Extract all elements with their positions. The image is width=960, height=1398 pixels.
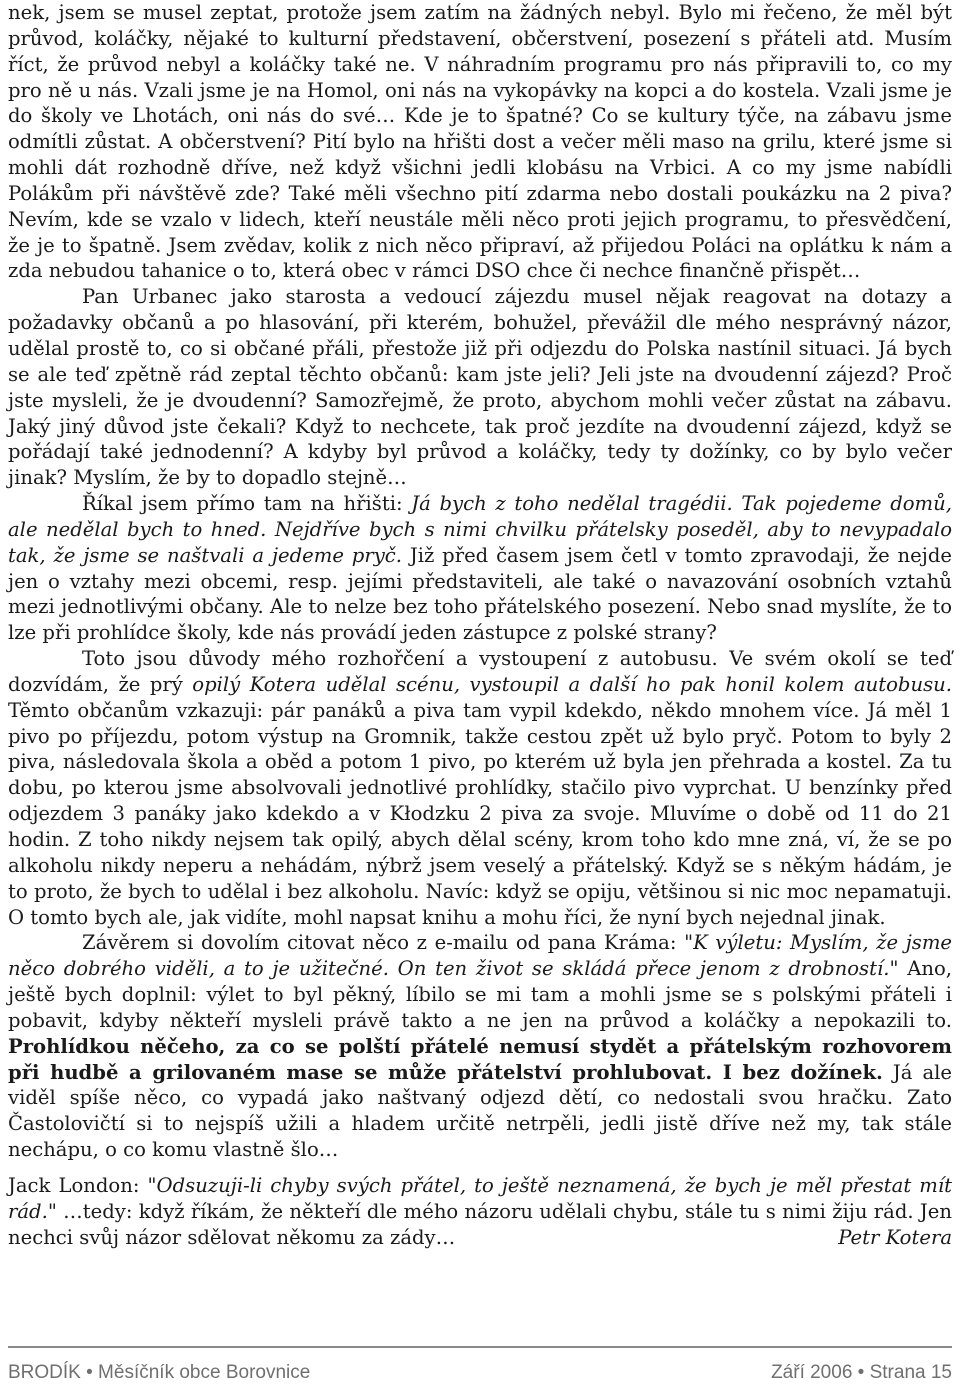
paragraph-5 <box>8 930 952 1163</box>
paragraph-6-text-b: …tedy: když říkám, že někteří dle mého názoru udělali chybu, stále tu s nimi žiju rád. Jen nechci svůj názor sdělovat někomu za zády… <box>8 1199 952 1249</box>
paragraph-5-text-c: Já ale viděl spíše něco, co vypadá jako naštvaný odjezd dětí, co nedostali svou hračku. Zato Častolovičtí si to nejspíš užili a hladem určitě netrpěli, jedli jistě dříve než my, tak stále nechápu, o co komu vlastně šlo… <box>8 1060 952 1162</box>
paragraph-2 <box>8 284 952 491</box>
paragraph-4 <box>8 646 952 930</box>
paragraph-5-text-a: Závěrem si dovolím citovat něco z e-mailu od pana Kráma: <box>82 931 685 955</box>
paragraph-6-text-a: Jack London: <box>8 1173 148 1197</box>
paragraph-4-text-b: Těmto občanům vzkazuji: pár panáků a piva tam vypil kdekdo, někdo mnohem více. Já měl 1 pivo po příjezdu, potom výstup na Gromnik, takže cestou zpět už bylo pryč. Potom to byly 2 piva, následovala škola a oběd a potom 1 pivo, po kterém už byla jen přehrada a kostel. Za tu dobu, po kterou jsme absolvovali jednotlivé prohlídky, stačilo pivo vyprchat. U benzínky před odjezdem 3 panáky jako kdekdo a v Kłodzku 2 piva za svoje. Mluvíme o době od 11 do 21 hodin. Z toho nikdy nejsem tak opilý, abych dělal scény, krom toho kdo mne zná, ví, že se po alkoholu nikdy neperu a nehádám, nýbrž jsem veselý a přátelský. Když se s někým hádám, je to proto, že bych to udělal i bez alkoholu. Navíc: když se opiju, většinou si nic moc nepamatuji. O tomto bych ale, jak vidíte, mohl napsat knihu a mohu říci, že nyní bych nejednal jinak. <box>8 698 952 929</box>
paragraph-6-closing-quote <box>8 1173 952 1251</box>
author-signature: Petr Kotera <box>838 1225 952 1249</box>
paragraph-3-text-a: Říkal jsem přímo tam na hřišti: <box>82 492 412 516</box>
paragraph-5-text-b: Ano, ještě bych doplnil: výlet to byl pěkný, líbilo se mi tam a mohli jsme se s polskými přáteli i pobavit, kdyby někteří mysleli právě takto a ne jen na průvod a koláčky a nepokazili to. <box>8 957 952 1032</box>
article-body <box>8 0 952 1251</box>
paragraph-3-text-b: Již před časem jsem četl v tomto zpravodaji, že nejde jen o vztahy mezi obcemi, resp. jejími představiteli, ale také o navazování osobních vztahů mezi jednotlivými občany. Ale to nelze bez toho přátelského posezení. Nebo snad myslíte, že to lze při prohlídce školy, kde nás provádí jeden zástupce z polské strany? <box>8 543 952 645</box>
paragraph-3 <box>8 491 952 646</box>
paragraph-6-italic-quote: "Odsuzuji-li chyby svých přátel, to ještě neznamená, že bych je měl přestat mít rád." <box>8 1173 952 1223</box>
paragraph-5-italic-quote: "K výletu: Myslím, že jsme něco dobrého viděli, a to je užitečné. On ten život se skládá přece jenom z drobností." <box>8 931 952 981</box>
paragraph-3-italic: Já bych z toho nedělal tragédii. Tak pojedeme domů, ale nedělal bych to hned. Nejdříve bych s nimi chvilku přátelsky poseděl, aby to nevypadalo tak, že jsme se naštvali a jedeme pryč. <box>8 492 952 567</box>
paragraph-5-bold-statement: Prohlídkou něčeho, za co se polští přátelé nemusí stydět a přátelským rozhovorem při hudbě a grilovaném mase se může přátelství prohlubovat. I bez dožínek. <box>8 1034 952 1084</box>
footer-publication: BRODÍK • Měsíčník obce Borovnice <box>8 1362 311 1383</box>
paragraph-4-text-a: Toto jsou důvody mého rozhořčení a vystoupení z autobusu. Ve svém okolí se teď dozvídám, že prý <box>8 647 952 696</box>
paragraph-1-text: nek, jsem se musel zeptat, protože jsem zatím na žádných nebyl. Bylo mi řečeno, že měl být průvod, koláčky, nějaké to kulturní představení, občerstvení, posezení s přáteli atd. Musím říct, že průvod nebyl a koláčky také ne. V náhradním programu pro nás připravili to, co my pro ně u nás. Vzali jsme je na Homol, oni nás na vykopávky na kopci a do kostela. Vzali jsme je do školy ve Lhotách, oni nás do své… Kde je to špatné? Co se kultury týče, na zábavu jsme odmítli zůstat. A občerstvení? Pití bylo na hřišti dost a večer měli maso na grilu, které jsme si mohli dát rozhodně dříve, než když všichni jedli klobásu na Vrbici. A co my jsme nabídli Polákům při návštěvě zde? Také měli všechno pití zdarma nebo dostali poukázku na 2 piva? Nevím, kde se vzalo v lidech, kteří neustále měli něco proti jejich programu, to přesvědčení, že je to špatně. Jsem zvědav, kolik z nich něco připraví, až přijedou Poláci na oplátku k nám a zda nebudou tahanice o to, která obec v rámci DSO chce či nechce finančně přispět… <box>8 1 952 283</box>
page-footer <box>8 1346 952 1384</box>
paragraph-2-text: Pan Urbanec jako starosta a vedoucí zájezdu musel nějak reagovat na dotazy a požadavky občanů a po hlasování, při kterém, bohužel, převážil dle mého nesprávný názor, udělal prostě to, co si občané přáli, přestože již při odjezdu do Polska nastínil situaci. Já bych se ale teď zpětně rád zeptal těchto občanů: kam jste jeli? Jeli jste na dvoudenní zájezd? Proč jste mysleli, že je dvoudenní? Samozřejmě, že proto, abychom mohli večer zůstat na zábavu. Jaký jiný důvod jste čekali? Když to nechcete, tak proč jezdíte na dvoudenní zájezd, když se pořádají také jednodenní? A kdyby byl průvod a koláčky, tedy ty dožínky, co by bylo večer jinak? Myslím, že by to dopadlo stejně… <box>8 285 952 490</box>
paragraph-4-italic: opilý Kotera udělal scénu, vystoupil a další ho pak honil kolem autobusu. <box>192 672 952 696</box>
paragraph-1 <box>8 0 952 284</box>
footer-issue-page: Září 2006 • Strana 15 <box>771 1362 952 1383</box>
